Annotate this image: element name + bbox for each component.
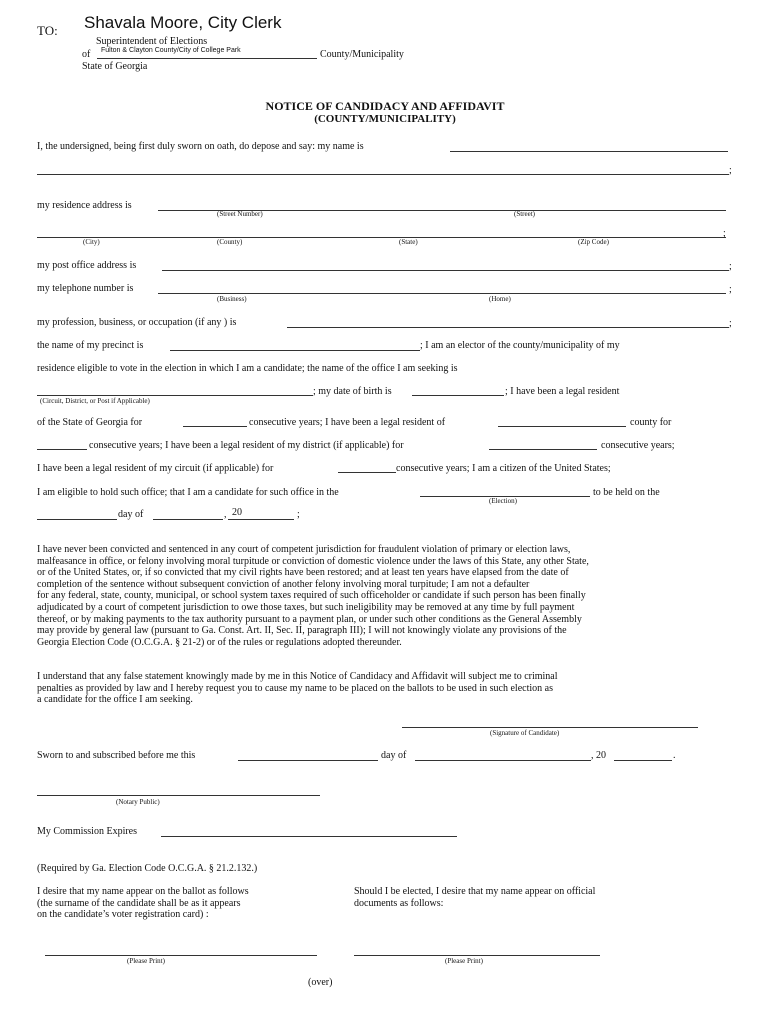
sworn-year-field[interactable]	[614, 760, 672, 761]
day-of-label: day of	[118, 509, 144, 520]
form-title: NOTICE OF CANDIDACY AND AFFIDAVIT	[265, 99, 505, 113]
district-b: consecutive years;	[601, 440, 675, 451]
superintendent-label: Superintendent of Elections	[96, 36, 208, 47]
street-number-caption: (Street Number)	[217, 210, 263, 218]
ballot-left-text: I desire that my name appear on the ballot as follows (the surname of the candidate shall be as it appears on the candidate’s voter registration card) :	[37, 886, 249, 921]
intro-text: I, the undersigned, being first duly sworn on oath, do depose and say: my name is	[37, 141, 364, 152]
official-name-field[interactable]	[354, 955, 600, 956]
month-field[interactable]	[153, 519, 223, 520]
ballot-name-field[interactable]	[45, 955, 317, 956]
residence-eligible-text: residence eligible to vote in the election in which I am a candidate; the name of the office I am seeking is	[37, 363, 458, 374]
state-years-c: county for	[630, 417, 672, 428]
year-value[interactable]: 20	[232, 507, 242, 518]
county-value[interactable]: Fulton & Clayton County/City of College Park	[101, 47, 241, 54]
telephone-field[interactable]	[158, 293, 726, 294]
ballot-right-text: Should I be elected, I desire that my name appear on official documents as follows:	[354, 886, 596, 909]
precinct-label: the name of my precinct is	[37, 340, 144, 351]
precinct-tail: ; I am an elector of the county/municipality of my	[420, 340, 620, 351]
eligible-b: to be held on the	[593, 487, 660, 498]
legal-resident-text: ; I have been a legal resident	[505, 386, 620, 397]
to-label: TO:	[37, 23, 58, 38]
birth-label: ; my date of birth is	[313, 386, 392, 397]
street-caption: (Street)	[514, 210, 535, 218]
state-label: State of Georgia	[82, 61, 148, 72]
notary-caption: (Notary Public)	[116, 798, 160, 806]
county-suffix: County/Municipality	[320, 49, 404, 60]
profession-label: my profession, business, or occupation (if any ) is	[37, 317, 237, 328]
over-label: (over)	[308, 977, 333, 988]
eligible-a: I am eligible to hold such office; that I am a candidate for such office in the	[37, 487, 339, 498]
post-office-field[interactable]	[162, 270, 729, 271]
of-label: of	[82, 49, 91, 60]
clerk-name: Shavala Moore, City Clerk	[84, 13, 282, 32]
state-caption: (State)	[399, 238, 418, 246]
day-field[interactable]	[37, 519, 117, 520]
understand-paragraph: I understand that any false statement knowingly made by me in this Notice of Candidacy and Affidavit will subject me to criminal penalties as provided by law and I hereby request you to cause my name to be placed on the ballots to be used in such election as a candidate for the office I am seeking.	[37, 671, 558, 706]
district-years-field[interactable]	[489, 449, 597, 450]
business-caption: (Business)	[217, 295, 247, 303]
circuit-a: I have been a legal resident of my circuit (if applicable) for	[37, 463, 274, 474]
county-caption: (County)	[217, 238, 243, 246]
circuit-years-field[interactable]	[338, 472, 396, 473]
resident-county-field[interactable]	[498, 426, 626, 427]
election-caption: (Election)	[489, 497, 517, 505]
sworn-month-field[interactable]	[415, 760, 591, 761]
print-caption-left: (Please Print)	[127, 957, 165, 965]
name-field-2[interactable]	[37, 174, 729, 175]
commission-field[interactable]	[161, 836, 457, 837]
precinct-field[interactable]	[170, 350, 420, 351]
residence-label: my residence address is	[37, 200, 132, 211]
sworn-label: Sworn to and subscribed before me this	[37, 750, 196, 761]
office-field[interactable]	[37, 395, 313, 396]
county-years-field[interactable]	[37, 449, 87, 450]
telephone-label: my telephone number is	[37, 283, 134, 294]
signature-field[interactable]	[402, 727, 698, 728]
affidavit-paragraph: I have never been convicted and sentenced in any court of competent jurisdiction for fraudulent violation of primary or election laws, malfeasance in office, or felony involving moral turpitude or conviction of domestic violence under the laws of this State, any other State, or of the United States, or, if so convicted that my civil rights have been restored; and at least ten years have elapsed from the date of completion of the sentence without subsequent conviction of another felony involving moral turpitude; I am not a defaulter for any federal, state, county, municipal, or school system taxes required of such officeholder or candidate if such person has been finally adjudicated by a court of competent jurisdiction to owe those taxes, but such ineligibility may be removed at any time by full payment thereof, or by making payments to the tax authority pursuant to a payment plan, or under such other conditions as the General Assembly may provide by general law (pursuant to Ga. Const. Art. II, Sec. II, paragraph III); I will not knowingly violate any provisions of the Georgia Election Code (O.C.G.A. § 21-2) or of the rules or regulations adopted thereunder.	[37, 544, 589, 648]
zip-caption: (Zip Code)	[578, 238, 609, 246]
form-subtitle: (COUNTY/MUNICIPALITY)	[314, 113, 456, 125]
post-office-label: my post office address is	[37, 260, 137, 271]
city-field[interactable]	[37, 237, 726, 238]
city-caption: (City)	[83, 238, 100, 246]
print-caption-right: (Please Print)	[445, 957, 483, 965]
state-years-field[interactable]	[183, 426, 247, 427]
birth-field[interactable]	[412, 395, 504, 396]
home-caption: (Home)	[489, 295, 511, 303]
required-note: (Required by Ga. Election Code O.C.G.A. § 21.2.132.)	[37, 863, 258, 874]
sworn-day-field[interactable]	[238, 760, 378, 761]
state-years-b: consecutive years; I have been a legal resident of	[249, 417, 446, 428]
commission-label: My Commission Expires	[37, 826, 138, 837]
name-field[interactable]	[450, 151, 728, 152]
profession-field[interactable]	[287, 327, 729, 328]
district-a: consecutive years; I have been a legal resident of my district (if applicable) for	[89, 440, 404, 451]
notary-field[interactable]	[37, 795, 320, 796]
circuit-caption: (Circuit, District, or Post if Applicable)	[40, 397, 150, 405]
signature-caption: (Signature of Candidate)	[490, 729, 560, 737]
circuit-b: consecutive years; I am a citizen of the United States;	[396, 463, 611, 474]
state-years-a: of the State of Georgia for	[37, 417, 143, 428]
